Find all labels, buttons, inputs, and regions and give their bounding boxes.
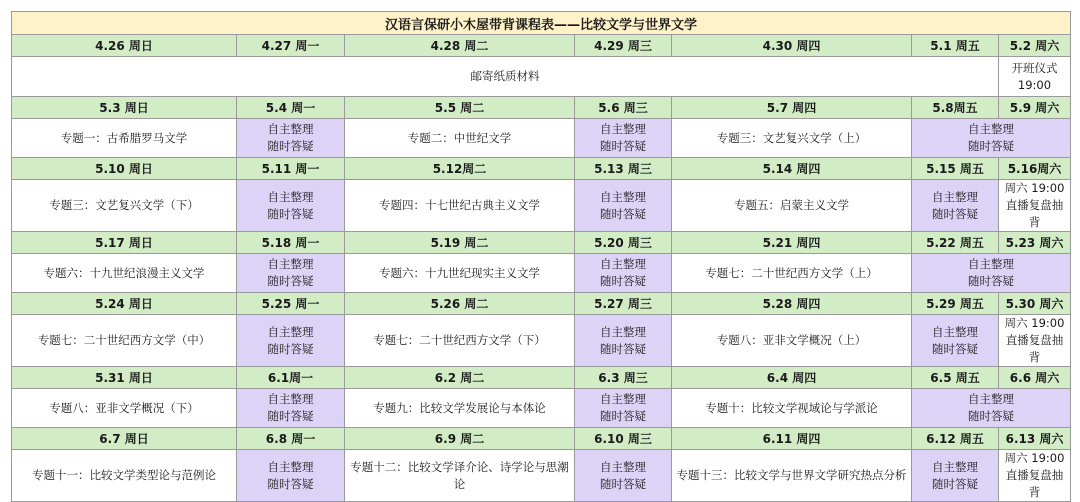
topic-cell: 专题九：比较文学发展论与本体论: [345, 389, 575, 428]
live-review-cell: [999, 180, 1071, 232]
self-study-label: 自主整理: [600, 459, 646, 474]
live-review-label: 直播复盘抽背: [1005, 333, 1064, 364]
day-header: 5.5 周二: [345, 97, 575, 119]
self-study-label: 自主整理: [932, 189, 978, 204]
self-study-cell: [912, 180, 999, 232]
qa-label: 随时答疑: [968, 139, 1014, 153]
day-header: 6.7 周日: [12, 428, 237, 450]
qa-label: 随时答疑: [932, 476, 978, 491]
day-header: 5.29 周五: [912, 293, 999, 315]
day-header: 6.12 周五: [912, 428, 999, 450]
day-header: 5.11 周一: [237, 158, 345, 180]
day-header: 5.9 周六: [999, 97, 1071, 119]
day-header: 5.13 周三: [575, 158, 672, 180]
day-header: 5.30 周六: [999, 293, 1071, 315]
self-study-cell: [912, 119, 1071, 158]
topic-cell: 专题六：十九世纪浪漫主义文学: [12, 254, 237, 293]
day-header: 6.5 周五: [912, 367, 999, 389]
day-header: 5.22 周五: [912, 232, 999, 254]
self-study-label: 自主整理: [267, 459, 314, 474]
topic-cell: 专题一：古希腊罗马文学: [12, 119, 237, 158]
self-study-label: 自主整理: [267, 189, 314, 204]
day-header: 5.17 周日: [12, 232, 237, 254]
self-study-label: 自主整理: [267, 122, 314, 136]
day-header: 5.1 周五: [912, 35, 999, 57]
day-header: 5.31 周日: [12, 367, 237, 389]
qa-label: 随时答疑: [267, 206, 314, 221]
topic-cell: 专题十二：比较文学译介论、诗学论与思潮论: [345, 450, 575, 502]
topic-cell: 专题五：启蒙主义文学: [672, 180, 912, 232]
live-review-time: 周六 19:00: [1004, 316, 1065, 330]
day-header: 4.29 周三: [575, 35, 672, 57]
topic-cell: 专题二：中世纪文学: [345, 119, 575, 158]
qa-label: 随时答疑: [932, 206, 978, 221]
self-study-cell: [237, 119, 345, 158]
qa-label: 随时答疑: [600, 206, 646, 221]
live-review-time: 周六 19:00: [1004, 181, 1065, 195]
live-review-time: 周六 19:00: [1004, 451, 1065, 465]
day-header: 5.2 周六: [999, 35, 1071, 57]
day-header: 5.27 周三: [575, 293, 672, 315]
week-3-body: [12, 180, 1071, 232]
self-study-cell: [237, 389, 345, 428]
day-header: 6.10 周三: [575, 428, 672, 450]
self-study-cell: [575, 450, 672, 502]
self-study-cell: [575, 119, 672, 158]
qa-label: 随时答疑: [267, 274, 314, 288]
self-study-label: 自主整理: [932, 459, 978, 474]
self-study-cell: [575, 389, 672, 428]
day-header: 6.8 周一: [237, 428, 345, 450]
day-header: 6.11 周四: [672, 428, 912, 450]
day-header: 5.12周二: [345, 158, 575, 180]
self-study-label: 自主整理: [600, 392, 646, 406]
day-header: 5.15 周五: [912, 158, 999, 180]
schedule-container: [11, 11, 1070, 502]
self-study-cell: [237, 315, 345, 367]
day-header: 5.16周六: [999, 158, 1071, 180]
qa-label: 随时答疑: [267, 409, 314, 423]
opening-ceremony-cell: [999, 57, 1071, 97]
self-study-cell: [575, 254, 672, 293]
qa-label: 随时答疑: [267, 476, 314, 491]
qa-label: 随时答疑: [968, 409, 1014, 423]
day-header: 6.13 周六: [999, 428, 1071, 450]
week-1-header: [12, 35, 1071, 57]
live-review-label: 直播复盘抽背: [1005, 198, 1064, 229]
qa-label: 随时答疑: [600, 409, 646, 423]
opening-ceremony-label: 开班仪式: [1011, 60, 1058, 75]
week-1-body: [12, 57, 1071, 97]
week-5-body: [12, 315, 1071, 367]
topic-cell: 专题八：亚非文学概况（下）: [12, 389, 237, 428]
qa-label: 随时答疑: [600, 476, 646, 491]
self-study-cell: [237, 450, 345, 502]
day-header: 6.4 周四: [672, 367, 912, 389]
day-header: 5.3 周日: [12, 97, 237, 119]
day-header: 5.4 周一: [237, 97, 345, 119]
day-header: 6.2 周二: [345, 367, 575, 389]
self-study-label: 自主整理: [600, 122, 646, 136]
self-study-cell: [237, 254, 345, 293]
day-header: 5.6 周三: [575, 97, 672, 119]
opening-ceremony-time: 19:00: [1017, 77, 1052, 92]
day-header: 6.1周一: [237, 367, 345, 389]
self-study-cell: [912, 315, 999, 367]
week-5-header: [12, 293, 1071, 315]
self-study-label: 自主整理: [600, 324, 646, 339]
self-study-cell: [912, 389, 1071, 428]
schedule-title: 汉语言保研小木屋带背课程表——比较文学与世界文学: [12, 12, 1071, 35]
topic-cell: 专题七：二十世纪西方文学（中）: [12, 315, 237, 367]
week-3-header: [12, 158, 1071, 180]
self-study-cell: [912, 450, 999, 502]
self-study-label: 自主整理: [600, 257, 646, 271]
self-study-label: 自主整理: [968, 392, 1014, 406]
topic-cell: 专题四：十七世纪古典主义文学: [345, 180, 575, 232]
topic-cell: 专题六：十九世纪现实主义文学: [345, 254, 575, 293]
qa-label: 随时答疑: [932, 341, 978, 356]
day-header: 5.25 周一: [237, 293, 345, 315]
qa-label: 随时答疑: [968, 274, 1014, 288]
topic-cell: 专题十：比较文学视域论与学派论: [672, 389, 912, 428]
week-4-header: [12, 232, 1071, 254]
day-header: 6.9 周二: [345, 428, 575, 450]
live-review-cell: [999, 450, 1071, 502]
week-6-header: [12, 367, 1071, 389]
self-study-label: 自主整理: [267, 257, 314, 271]
topic-cell: 专题十三：比较文学与世界文学研究热点分析: [672, 450, 912, 502]
day-header: 5.23 周六: [999, 232, 1071, 254]
topic-cell: 专题三：文艺复兴文学（下）: [12, 180, 237, 232]
topic-cell: 专题七：二十世纪西方文学（上）: [672, 254, 912, 293]
week-7-header: [12, 428, 1071, 450]
week-7-body: [12, 450, 1071, 502]
week-2-body: [12, 119, 1071, 158]
self-study-label: 自主整理: [932, 324, 978, 339]
topic-cell: 专题七：二十世纪西方文学（下）: [345, 315, 575, 367]
self-study-cell: [912, 254, 1071, 293]
day-header: 5.24 周日: [12, 293, 237, 315]
self-study-label: 自主整理: [267, 324, 314, 339]
qa-label: 随时答疑: [600, 341, 646, 356]
day-header: 5.7 周四: [672, 97, 912, 119]
week-4-body: [12, 254, 1071, 293]
day-header: 4.28 周二: [345, 35, 575, 57]
day-header: 4.27 周一: [237, 35, 345, 57]
topic-cell: 专题十一：比较文学类型论与范例论: [12, 450, 237, 502]
day-header: 5.14 周四: [672, 158, 912, 180]
qa-label: 随时答疑: [600, 139, 646, 153]
day-header: 5.18 周一: [237, 232, 345, 254]
live-review-cell: [999, 315, 1071, 367]
day-header: 5.8周五: [912, 97, 999, 119]
live-review-label: 直播复盘抽背: [1005, 468, 1064, 499]
topic-cell: 专题八：亚非文学概况（上）: [672, 315, 912, 367]
day-header: 5.19 周二: [345, 232, 575, 254]
week-2-header: [12, 97, 1071, 119]
qa-label: 随时答疑: [267, 341, 314, 356]
self-study-label: 自主整理: [267, 392, 314, 406]
self-study-label: 自主整理: [968, 257, 1014, 271]
day-header: 5.20 周三: [575, 232, 672, 254]
qa-label: 随时答疑: [600, 274, 646, 288]
self-study-cell: [575, 315, 672, 367]
day-header: 5.10 周日: [12, 158, 237, 180]
day-header: 5.21 周四: [672, 232, 912, 254]
self-study-label: 自主整理: [968, 122, 1014, 136]
day-header: 6.6 周六: [999, 367, 1071, 389]
course-schedule-table: [11, 11, 1071, 502]
day-header: 5.26 周二: [345, 293, 575, 315]
mailing-materials-cell: 邮寄纸质材料: [12, 57, 999, 97]
week-6-body: [12, 389, 1071, 428]
self-study-cell: [237, 180, 345, 232]
qa-label: 随时答疑: [267, 139, 314, 153]
self-study-cell: [575, 180, 672, 232]
topic-cell: 专题三：文艺复兴文学（上）: [672, 119, 912, 158]
self-study-label: 自主整理: [600, 189, 646, 204]
day-header: 4.30 周四: [672, 35, 912, 57]
day-header: 5.28 周四: [672, 293, 912, 315]
day-header: 4.26 周日: [12, 35, 237, 57]
day-header: 6.3 周三: [575, 367, 672, 389]
